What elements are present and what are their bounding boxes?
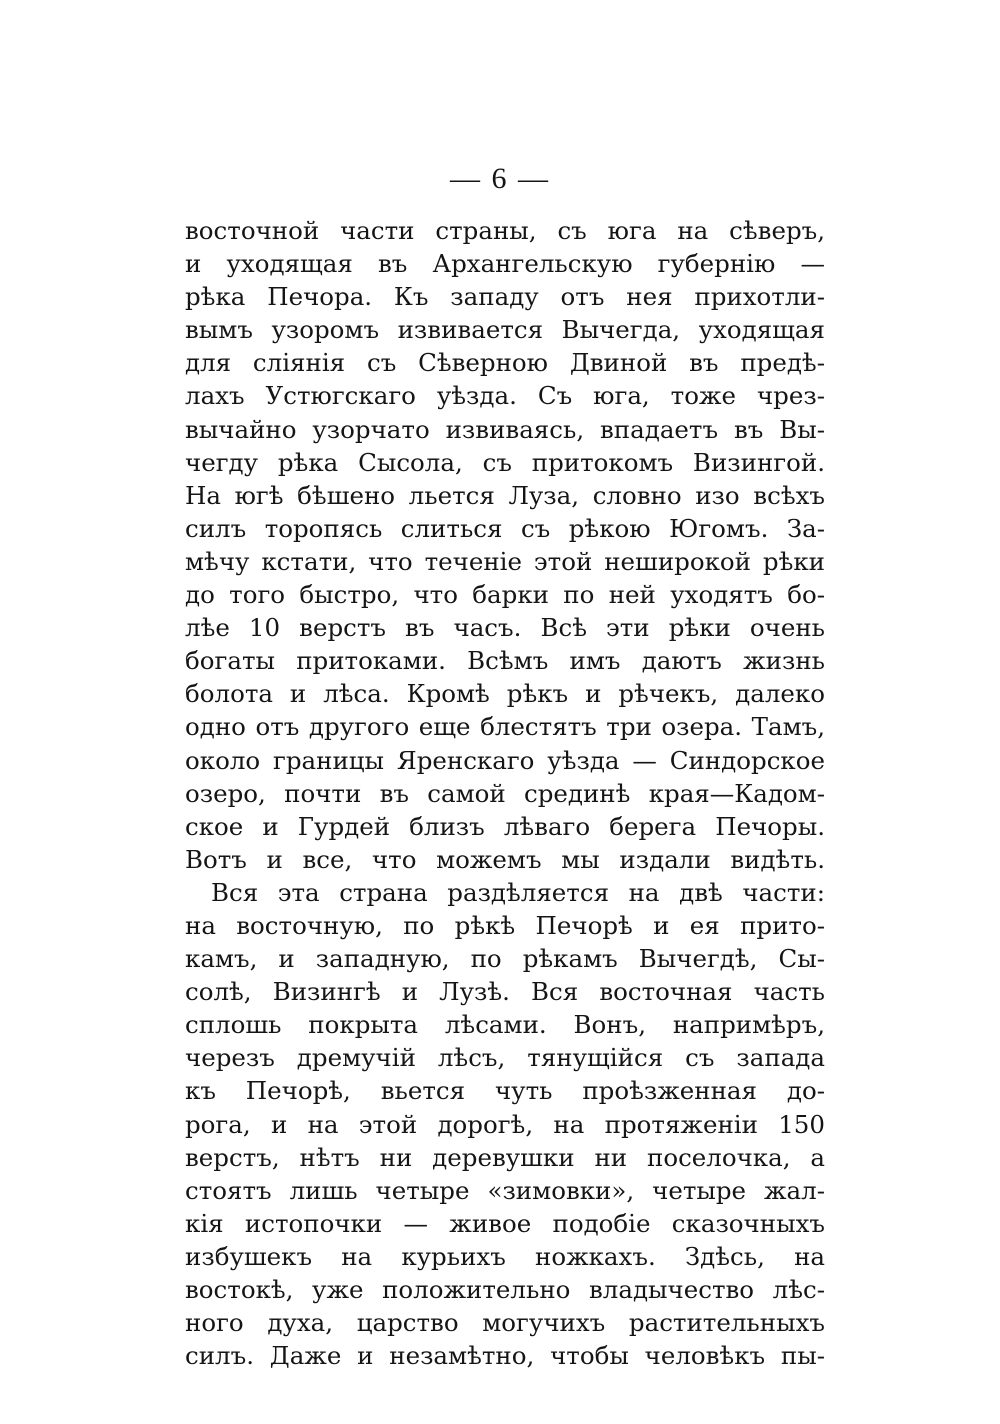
text-line: солѣ, Визингѣ и Лузѣ. Вся восточная часть — [185, 977, 825, 1007]
text-line: стоятъ лишь четыре «зимовки», четыре жал- — [185, 1175, 825, 1205]
text-line: болота и лѣса. Кромѣ рѣкъ и рѣчекъ, далеко — [185, 679, 825, 709]
text-line: кія истопочки — живое подобіе сказочныхъ — [185, 1208, 825, 1238]
text-line: востокѣ, уже положительно владычество лѣс- — [185, 1275, 825, 1304]
text-line: вымъ узоромъ извивается Вычегда, уходящая — [185, 315, 825, 345]
text-line: На югѣ бѣшено льется Луза, словно изо всѣхъ — [185, 480, 825, 510]
text-line: избушекъ на курьихъ ножкахъ. Здѣсь, на — [185, 1241, 825, 1271]
body-text — [185, 214, 825, 1372]
text-line: вычайно узорчато извиваясь, впадаетъ въ Вы- — [185, 414, 825, 444]
text-line: и уходящая въ Архангельскую губернію — — [185, 249, 825, 279]
text-line: мѣчу кстати, что теченіе этой неширокой рѣки — [185, 546, 825, 576]
text-line: озеро, почти въ самой срединѣ края—Кадом- — [185, 778, 825, 808]
text-line: рога, и на этой дорогѣ, на протяженіи 150 — [185, 1109, 825, 1139]
text-line: чегду рѣка Сысола, съ притокомъ Визингой. — [185, 447, 825, 477]
paragraph-first-line: Вся эта страна раздѣляется на двѣ части: — [211, 877, 825, 907]
text-line: сплошь покрыта лѣсами. Вонъ, напримѣръ, — [185, 1010, 825, 1040]
text-line: ское и Гурдей близъ лѣваго берега Печоры. — [185, 811, 825, 841]
text-line: лахъ Устюгскаго уѣзда. Съ юга, тоже чрез- — [185, 381, 825, 411]
page-number: — 6 — — [450, 162, 550, 195]
text-line: для сліянія съ Сѣверною Двиной въ предѣ- — [185, 348, 825, 378]
text-line: къ Печорѣ, вьется чуть проѣзженная до- — [185, 1076, 825, 1106]
text-line: около границы Яренскаго уѣзда — Синдорское — [185, 745, 825, 775]
text-line: верстъ, нѣтъ ни деревушки ни поселочка, а — [185, 1142, 825, 1172]
text-line: лѣе 10 верстъ въ часъ. Всѣ эти рѣки очень — [185, 613, 825, 643]
text-line: камъ, и западную, по рѣкамъ Вычегдѣ, Сы- — [185, 944, 825, 974]
text-line: до того быстро, что барки по ней уходятъ бо- — [185, 580, 825, 610]
text-line: одно отъ другого еще блестятъ три озера. Тамъ, — [185, 712, 825, 742]
text-line: на восточную, по рѣкѣ Печорѣ и ея прито- — [185, 910, 825, 940]
text-line: черезъ дремучій лѣсъ, тянущійся съ запада — [185, 1043, 825, 1073]
text-line: рѣка Печора. Къ западу отъ нея прихотли- — [185, 282, 825, 312]
text-line: богаты притоками. Всѣмъ имъ даютъ жизнь — [185, 646, 825, 676]
text-line: силъ торопясь слиться съ рѣкою Югомъ. За- — [185, 513, 825, 543]
text-line: силъ. Даже и незамѣтно, чтобы человѣкъ пы- — [185, 1341, 825, 1371]
text-line: ного духа, царство могучихъ растительныхъ — [185, 1308, 825, 1338]
text-line: восточной части страны, съ юга на сѣверъ, — [185, 216, 825, 245]
text-line: Вотъ и все, что можемъ мы издали видѣть. — [185, 844, 825, 874]
